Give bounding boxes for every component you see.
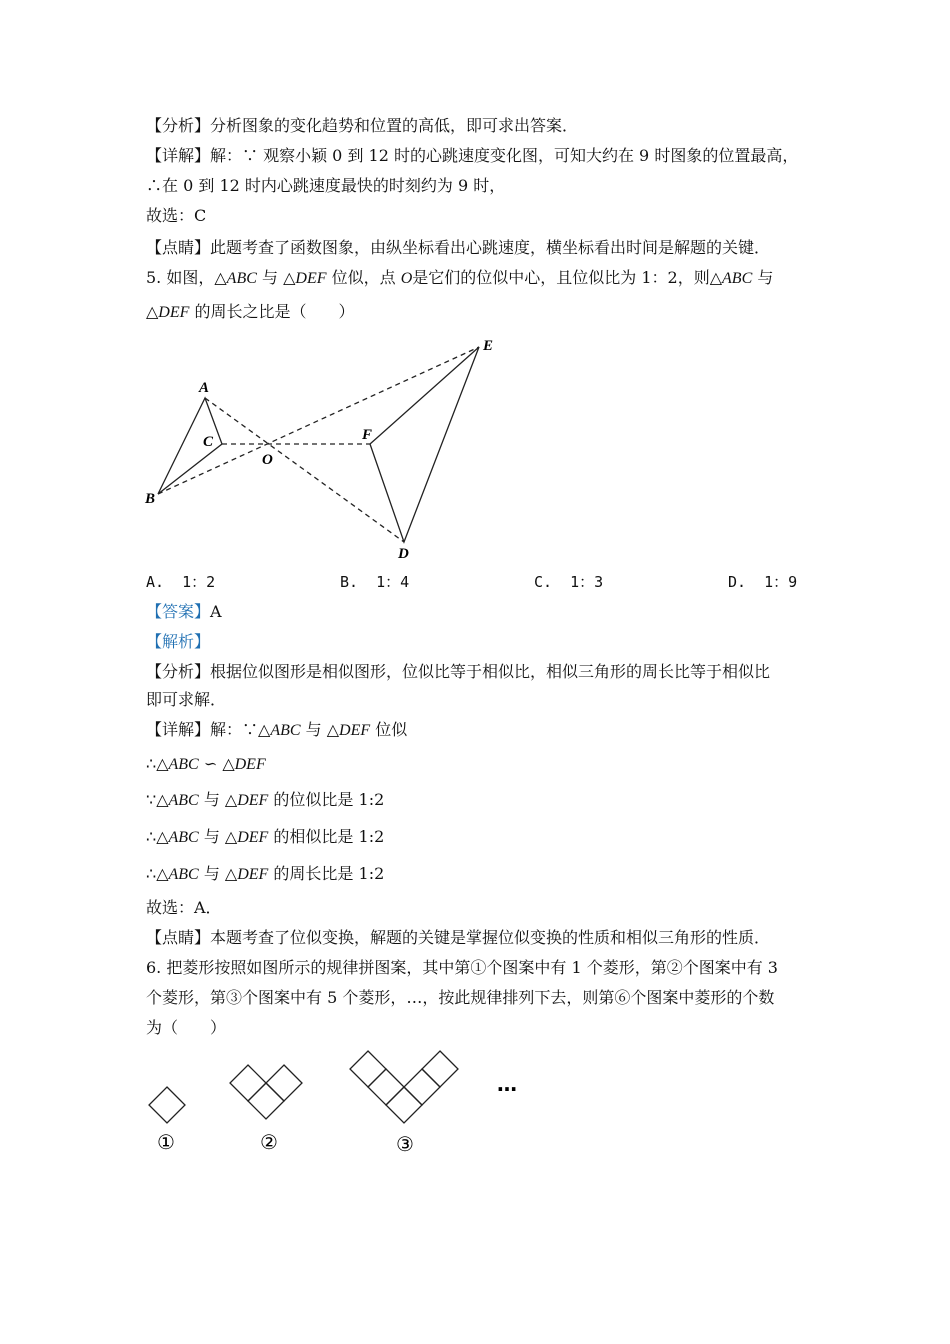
q6-stem-line-3: 为（ ） (146, 1018, 227, 1037)
rhombus-pattern-figure (140, 1040, 540, 1160)
q5-analysis-line-2: 即可求解． (146, 690, 227, 709)
label-e: E (483, 338, 494, 354)
q5-answer: 【答案】A (146, 602, 222, 621)
q4-choice: 故选：C (146, 206, 207, 225)
pattern-ellipsis: … (497, 1072, 517, 1096)
q5-analysis-line-1: 【分析】根据位似图形是相似图形，位似比等于相似比，相似三角形的周长比等于相似比 (146, 662, 771, 681)
q5-detail-line-2: ∴△ABC ∽ △DEF (146, 754, 266, 773)
q4-analysis: 【分析】分析图象的变化趋势和位置的高低，即可求出答案． (146, 116, 579, 135)
triangle-def: △DEF (146, 304, 190, 321)
q6-stem-line-2: 个菱形，第③个图案中有 5 个菱形，…，按此规律排列下去，则第⑥个图案中菱形的个数 (146, 988, 775, 1007)
q4-detail-line-1: 【详解】解：∵ 观察小颖 0 到 12 时的心跳速度变化图，可知大约在 9 时图象的位置最高， (146, 146, 799, 165)
pattern-label-3: ③ (396, 1132, 414, 1156)
triangle-abc: △ABC (709, 270, 753, 287)
q4-comment: 【点睛】此题考查了函数图象，由纵坐标看出心跳速度，横坐标看出时间是解题的关键． (146, 238, 771, 257)
ray-a-d (205, 398, 404, 542)
q5-comment: 【点睛】本题考查了位似变换，解题的关键是掌握位似变换的性质和相似三角形的性质． (146, 928, 771, 947)
q5-detail-line-4: ∴△ABC 与 △DEF 的相似比是 1:2 (146, 827, 385, 846)
label-d: D (398, 546, 409, 562)
label-f: F (362, 427, 373, 443)
q6-stem-line-1: 6. 把菱形按照如图所示的规律拼图案，其中第①个图案中有 1 个菱形，第②个图案中有 3 (146, 958, 778, 977)
option-b: B. 1：4 (340, 573, 410, 591)
homothety-figure (140, 330, 520, 565)
label-o: O (262, 452, 273, 468)
pattern-3 (350, 1051, 458, 1123)
label-b: B (145, 491, 156, 507)
triangle-abc: △ABC (214, 270, 257, 287)
q5-detail-line-5: ∴△ABC 与 △DEF 的周长比是 1:2 (146, 864, 385, 883)
q5-stem-line-1: 5. 如图，△ABC 与 △DEF 位似，点 O是它们的位似中心，且位似比为 1：2，则△ABC 与 (146, 268, 774, 287)
option-d: D. 1：9 (728, 573, 798, 591)
option-a: A. 1：2 (146, 573, 216, 591)
q5-explain-tag: 【解析】 (146, 632, 211, 651)
pattern-2 (230, 1065, 302, 1119)
pattern-label-1: ① (157, 1130, 175, 1154)
pattern-label-2: ② (260, 1130, 278, 1154)
label-c: C (203, 434, 214, 450)
label-a: A (199, 380, 210, 396)
option-c: C. 1：3 (534, 573, 604, 591)
q4-detail-line-2: ∴在 0 到 12 时内心跳速度最快的时刻约为 9 时， (146, 176, 506, 195)
q5-choice: 故选：A． (146, 898, 222, 917)
triangle-def: △DEF (283, 270, 327, 287)
point-o: O (400, 270, 413, 287)
q5-detail-line-1: 【详解】解：∵△ABC 与 △DEF 位似 (146, 720, 408, 739)
pattern-1-rhombus (149, 1087, 185, 1123)
q5-stem-line-2: △DEF 的周长之比是（ ） (146, 302, 355, 321)
triangle-def-shape (370, 347, 479, 542)
q5-detail-line-3: ∵△ABC 与 △DEF 的位似比是 1:2 (146, 790, 385, 809)
